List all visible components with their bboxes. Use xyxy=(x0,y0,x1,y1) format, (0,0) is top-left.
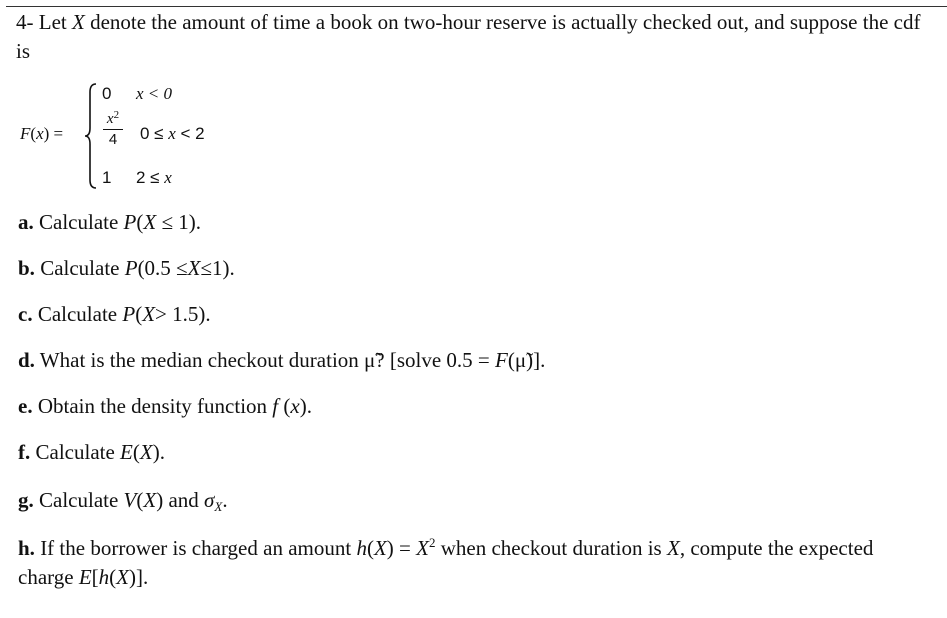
case1-condition: x < 0 xyxy=(136,84,173,103)
case2-condition: 0 ≤ x < 2 xyxy=(140,124,205,143)
case1-value: 0 xyxy=(102,84,112,103)
part-d: d. What is the median checkout duration μ̃? [solve 0.5 = F(μ̃)]. xyxy=(18,348,546,372)
part-a: a. Calculate P(X ≤ 1). xyxy=(18,210,201,234)
part-g: g. Calculate V(X) and $\sigma_X$. xyxy=(18,488,228,514)
case2-fraction: $x^2$ 4 xyxy=(102,106,124,149)
top-rule xyxy=(6,6,947,7)
part-e: e. Obtain the density function f (x). xyxy=(18,394,312,418)
cdf-lhs: F(x) = xyxy=(20,124,64,143)
part-f: f. Calculate E(X). xyxy=(18,440,165,464)
case3-condition: 2 ≤ x xyxy=(136,168,172,187)
part-h: h. If the borrower is charged an amount $h(X) = X^2$ when checkout duration is X, compute the expected charge E[h(X)]. xyxy=(18,535,874,589)
part-c: c. Calculate P(X> 1.5). xyxy=(18,302,211,326)
part-b: b. Calculate P(0.5 ≤X≤1). xyxy=(18,256,235,280)
case3-value: 1 xyxy=(102,168,112,187)
piecewise-brace-icon xyxy=(84,82,98,190)
cdf-definition xyxy=(20,80,420,192)
problem-intro: 4- Let X denote the amount of time a book on two-hour reserve is actually checked out, and suppose the cdf is xyxy=(16,10,921,63)
